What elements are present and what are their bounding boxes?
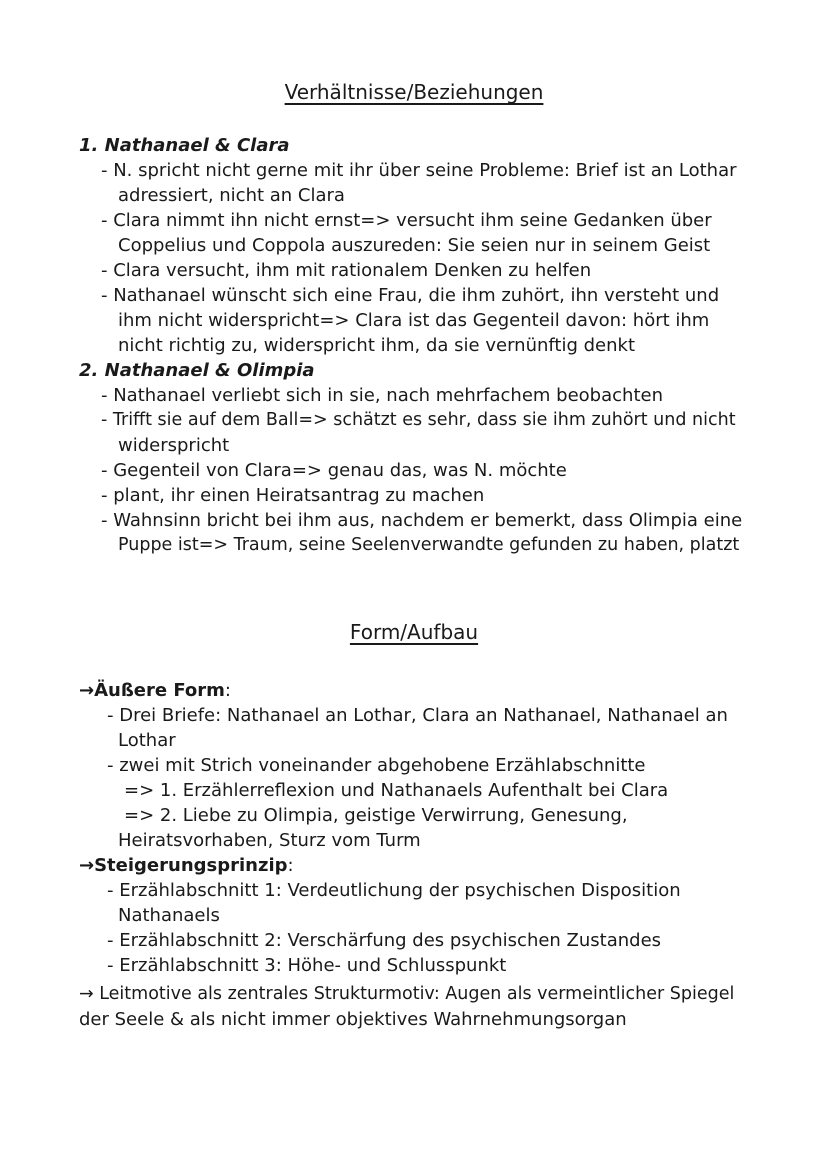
section-title-nathanael-clara: 1. Nathanael & Clara xyxy=(79,135,290,156)
text-line: der Seele & als nicht immer objektives Wahrnehmungsorgan xyxy=(79,1009,627,1030)
text-line: - zwei mit Strich voneinander abgehobene Erzählabschnitte xyxy=(107,755,646,776)
text-line: - Erzählabschnitt 1: Verdeutlichung der psychischen Disposition xyxy=(107,880,681,901)
label-steigerungsprinzip xyxy=(79,853,294,878)
text-line: - N. spricht nicht gerne mit ihr über seine Probleme: Brief ist an Lothar xyxy=(101,160,737,181)
heading-form-aufbau: Form/Aufbau xyxy=(349,620,479,644)
text-line: - Erzählabschnitt 3: Höhe- und Schlusspunkt xyxy=(107,955,507,976)
text-line: - Nathanael wünscht sich eine Frau, die ihm zuhört, ihn versteht und xyxy=(101,285,720,306)
text-line: widerspricht xyxy=(118,435,230,456)
text-line: - Drei Briefe: Nathanael an Lothar, Clara an Nathanael, Nathanael an xyxy=(107,705,728,726)
text-line: - Clara versucht, ihm mit rationalem Denken zu helfen xyxy=(101,260,592,281)
text-line: - Clara nimmt ihn nicht ernst=> versucht ihm seine Gedanken über xyxy=(101,210,712,231)
text-line: ihm nicht widerspricht=> Clara ist das Gegenteil davon: hört ihm xyxy=(118,310,710,331)
label-aeussere-form xyxy=(79,678,231,703)
text-line: Coppelius und Coppola auszureden: Sie seien nur in seinem Geist xyxy=(118,235,711,256)
text-line: - Nathanael verliebt sich in sie, nach mehrfachem beobachten xyxy=(101,385,663,406)
label-colon: : xyxy=(287,855,294,876)
text-line: - Erzählabschnitt 2: Verschärfung des psychischen Zustandes xyxy=(107,930,662,951)
text-line: - Gegenteil von Clara=> genau das, was N. möchte xyxy=(101,460,567,481)
label-steigerungsprinzip-text: →Steigerungsprinzip xyxy=(79,855,288,876)
text-line: - Trifft sie auf dem Ball=> schätzt es sehr, dass sie ihm zuhört und nicht xyxy=(101,410,736,430)
text-line: Heiratsvorhaben, Sturz vom Turm xyxy=(118,830,421,851)
label-aeussere-form-text: →Äußere Form xyxy=(79,680,225,701)
text-line: - Wahnsinn bricht bei ihm aus, nachdem er bemerkt, dass Olimpia eine xyxy=(101,510,743,531)
text-line: adressiert, nicht an Clara xyxy=(118,185,345,206)
text-line: => 2. Liebe zu Olimpia, geistige Verwirrung, Genesung, xyxy=(124,805,628,826)
text-line: Puppe ist=> Traum, seine Seelenverwandte gefunden zu haben, platzt xyxy=(118,535,740,555)
heading-verhaeltnisse: Verhältnisse/Beziehungen xyxy=(284,80,544,104)
text-line: => 1. Erzählerreflexion und Nathanaels Aufenthalt bei Clara xyxy=(124,780,669,801)
section-title-nathanael-olimpia: 2. Nathanael & Olimpia xyxy=(79,360,315,381)
text-line: - plant, ihr einen Heiratsantrag zu machen xyxy=(101,485,485,506)
text-line: Nathanaels xyxy=(118,905,220,926)
text-line: Lothar xyxy=(118,730,176,751)
label-colon: : xyxy=(224,680,231,701)
text-line-leitmotive: → Leitmotive als zentrales Strukturmotiv: Augen als vermeintlicher Spiegel xyxy=(79,984,735,1004)
text-line: nicht richtig zu, widerspricht ihm, da sie vernünftig denkt xyxy=(118,335,636,356)
